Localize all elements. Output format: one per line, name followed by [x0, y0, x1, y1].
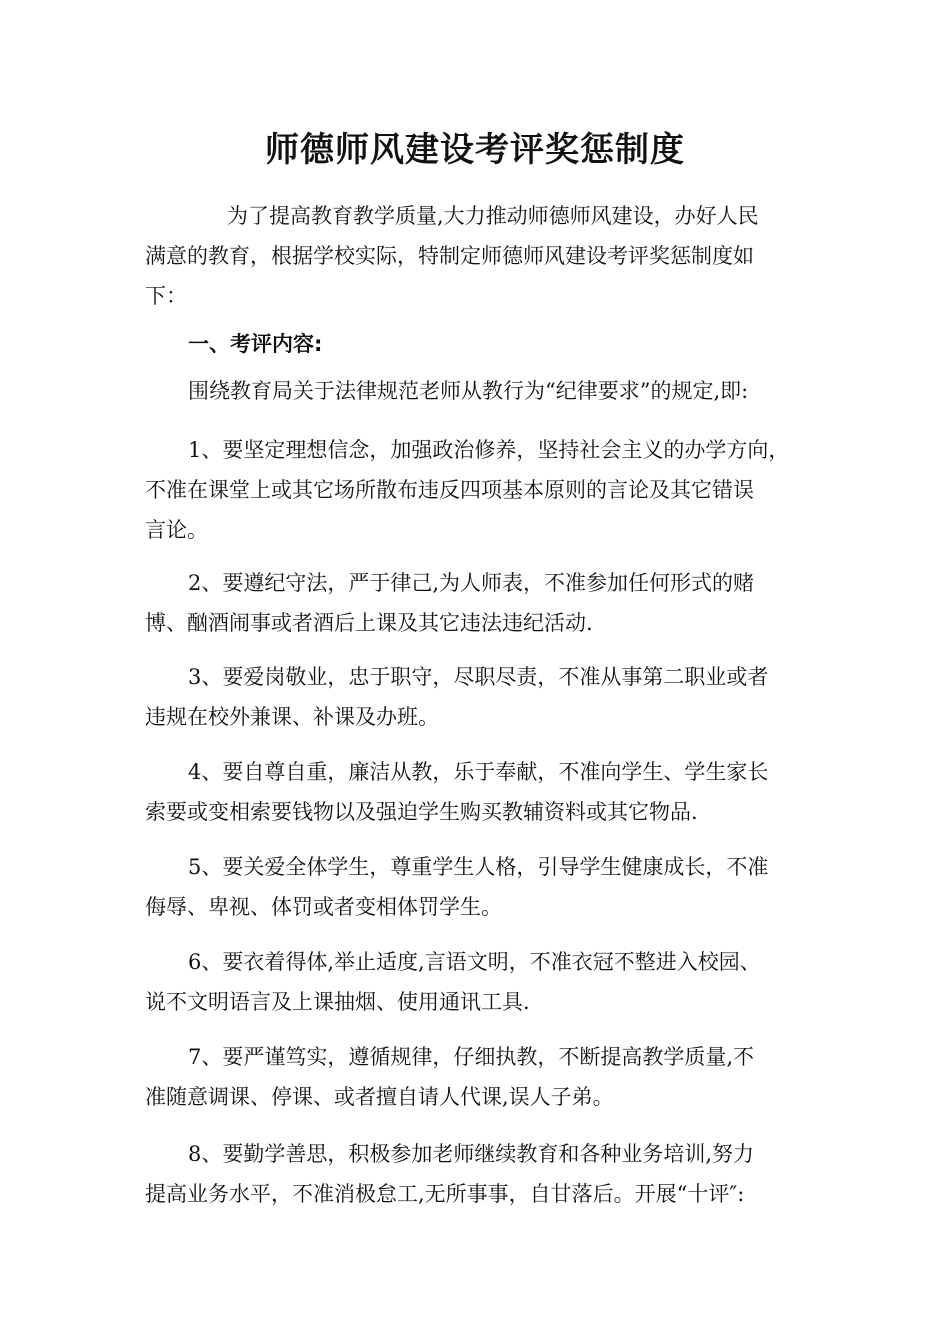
document-title: 师德师风建设考评奖惩制度 [265, 130, 685, 170]
intro-line: 满意的教育，根据学校实际，特制定师德师风建设考评奖惩制度如 [145, 244, 754, 268]
rule-line: 不准在课堂上或其它场所散布违反四项基本原则的言论及其它错误 [145, 478, 754, 502]
rule-item-5 [145, 847, 825, 927]
section-lead-line: 围绕教育局关于法律规范老师从教行为“纪律要求”的规定,即: [188, 379, 749, 403]
rule-line: 6、要衣着得体,举止适度,言语文明，不准衣冠不整进入校园、 [188, 950, 761, 974]
rule-item-2 [145, 563, 825, 643]
rule-line: 侮辱、卑视、体罚或者变相体罚学生。 [145, 895, 502, 919]
rule-item-6 [145, 942, 825, 1022]
rule-line: 1、要坚定理想信念，加强政治修养，坚持社会主义的办学方向， [188, 438, 790, 462]
rule-line: 索要或变相索要钱物以及强迫学生购买教辅资料或其它物品. [145, 800, 698, 824]
rule-line: 言论。 [145, 518, 208, 542]
rule-line: 违规在校外兼课、补课及办班。 [145, 705, 439, 729]
rule-line: 8、要勤学善思，积极参加老师继续教育和各种业务培训,努力 [188, 1142, 755, 1166]
rule-line: 提高业务水平，不准消极怠工,无所事事，自甘落后。开展“十评″: [145, 1182, 745, 1206]
rule-line: 5、要关爱全体学生，尊重学生人格，引导学生健康成长，不准 [188, 855, 769, 879]
rule-line: 7、要严谨笃实，遵循规律，仔细执教，不断提高教学质量,不 [188, 1045, 755, 1069]
section-lead [145, 371, 845, 411]
rule-line: 4、要自尊自重，廉洁从教，乐于奉献，不准向学生、学生家长 [188, 760, 769, 784]
rule-item-7 [145, 1037, 825, 1117]
rule-line: 准随意调课、停课、或者擅自请人代课,误人子弟。 [145, 1085, 614, 1109]
rule-line: 说不文明语言及上课抽烟、使用通讯工具. [145, 990, 530, 1014]
rule-item-1 [145, 430, 825, 550]
intro-line: 下： [145, 284, 187, 308]
intro-paragraph [145, 196, 825, 316]
intro-line: 为了提高教育教学质量,大力推动师德师风建设，办好人民 [227, 204, 759, 228]
rule-line: 3、要爱岗敬业，忠于职守，尽职尽责，不准从事第二职业或者 [188, 665, 769, 689]
rule-item-4 [145, 752, 825, 832]
rule-item-3 [145, 657, 825, 737]
rule-line: 2、要遵纪守法，严于律己,为人师表，不准参加任何形式的赌 [188, 571, 755, 595]
section-heading: 一、考评内容: [188, 332, 323, 356]
rule-item-8 [145, 1134, 825, 1214]
rule-line: 博、酗酒闹事或者酒后上课及其它违法违纪活动. [145, 611, 593, 635]
